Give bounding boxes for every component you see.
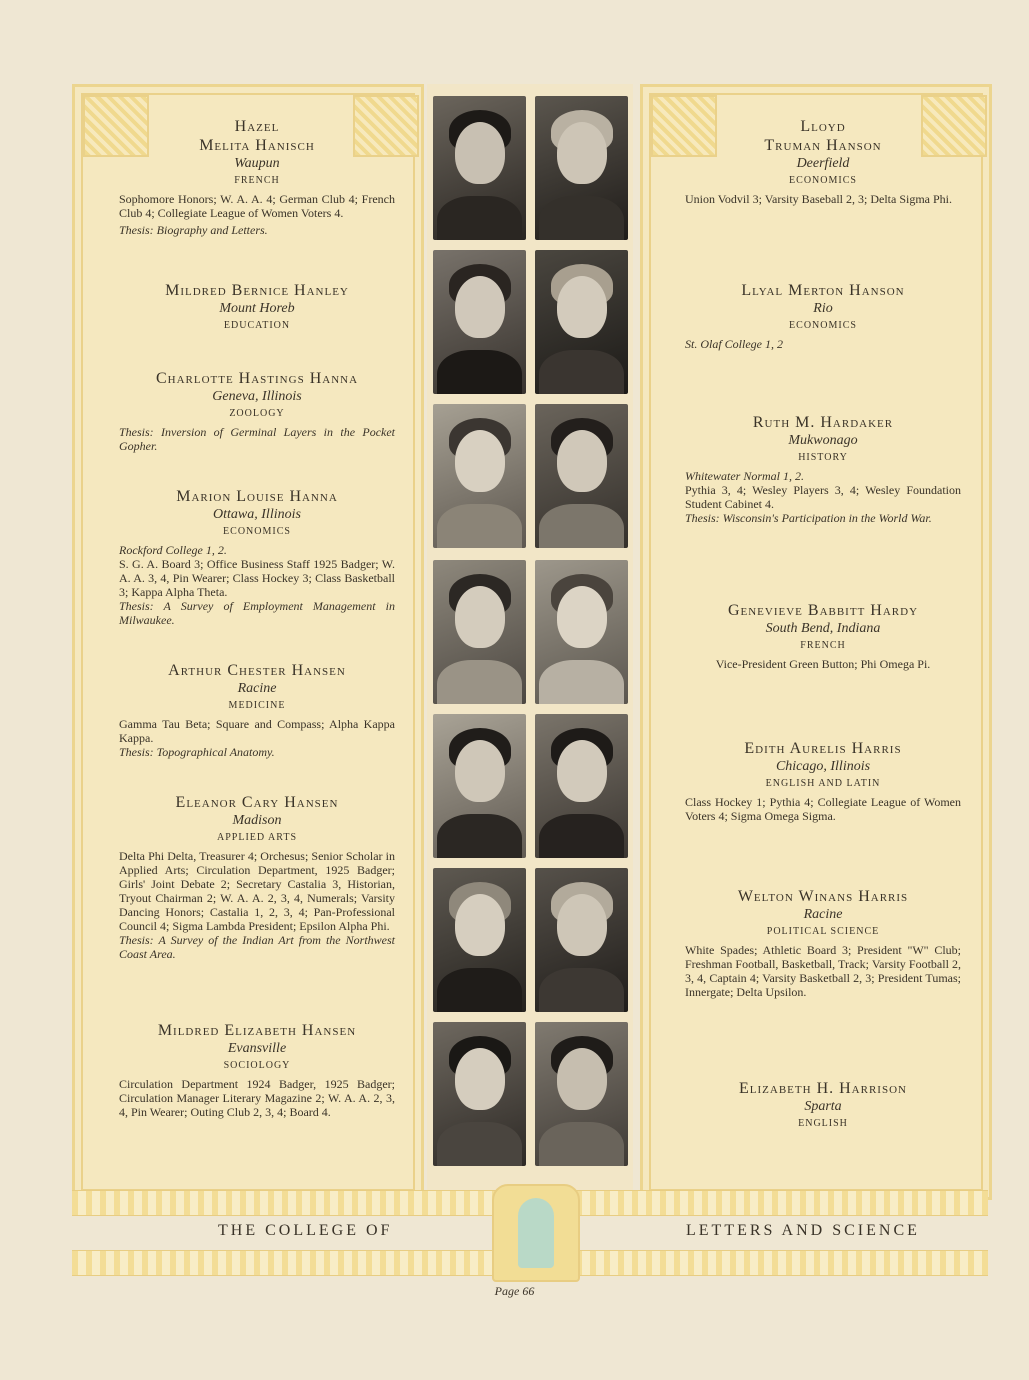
entry-name: Charlotte Hastings Hanna [155, 370, 359, 387]
entry-name: Arthur Chester Hansen [168, 662, 346, 679]
entry-department: POLITICAL SCIENCE [766, 926, 880, 937]
left-biography-panel [72, 84, 424, 1200]
entry-name: Eleanor Cary Hansen [175, 794, 339, 811]
entry-department: HISTORY [798, 452, 848, 463]
entry-thesis: Thesis: Inversion of Germinal Layers in the Pocket Gopher. [119, 425, 395, 453]
entry-name: Lloyd [800, 118, 846, 135]
entry-department: ZOOLOGY [229, 408, 285, 419]
entry-charlotte-hanna [119, 369, 395, 453]
entry-mildred-hanley [119, 281, 395, 334]
entry-name: Marion Louise Hanna [176, 488, 338, 505]
entry-name: Hazel [234, 118, 280, 135]
entry-department: FRENCH [234, 175, 280, 186]
entry-department: ECONOMICS [223, 526, 291, 537]
portrait-photo [433, 560, 526, 704]
entry-town: Rio [813, 301, 833, 316]
entry-name: Mildred Elizabeth Hansen [157, 1022, 357, 1039]
entry-town: Madison [232, 813, 282, 828]
entry-arthur-hansen [119, 661, 395, 759]
entry-activities: S. G. A. Board 3; Office Business Staff 1925 Badger; W. A. A. 3, 4, Pin Wearer; Class Hockey 3; Class Basketball 3; Kappa Alpha Theta. [119, 557, 395, 599]
entry-prior-college: Whitewater Normal 1, 2. [685, 469, 804, 483]
entry-hazel-hanisch [119, 117, 395, 237]
entry-activities: Pythia 3, 4; Wesley Players 3, 4; Wesley Foundation Student Cabinet 4. [685, 483, 961, 511]
portrait-photo [433, 868, 526, 1012]
entry-name: Llyal Merton Hanson [741, 282, 905, 299]
entry-name: Edith Aurelis Harris [744, 740, 902, 757]
entry-thesis: Thesis: Biography and Letters. [119, 223, 268, 237]
portrait-photo [535, 250, 628, 394]
entry-thesis: Thesis: A Survey of the Indian Art from the Northwest Coast Area. [119, 933, 395, 961]
entry-genevieve-hardy [685, 601, 961, 671]
entry-name: Ruth M. Hardaker [752, 414, 894, 431]
entry-activities: Circulation Department 1924 Badger, 1925 Badger; Circulation Manager Literary Magazine 2; W. A. A. 2, 3, 4, Pin Wearer; Outing Club 2, 3, 4; Board 4. [119, 1077, 395, 1119]
entry-department: ENGLISH AND LATIN [765, 778, 881, 789]
entry-mildred-hansen [119, 1021, 395, 1119]
portrait-photo [535, 96, 628, 240]
entry-town: Mount Horeb [219, 301, 295, 316]
portrait-photo [433, 1022, 526, 1166]
entry-thesis: Thesis: Topographical Anatomy. [119, 745, 275, 759]
entry-town: Evansville [227, 1041, 287, 1056]
entry-name: Mildred Bernice Hanley [165, 282, 349, 299]
portrait-photo [535, 868, 628, 1012]
entry-activities: Vice-President Green Button; Phi Omega Pi. [715, 657, 931, 671]
entry-department: EDUCATION [223, 320, 291, 331]
entry-activities: Sophomore Honors; W. A. A. 4; German Club 4; French Club 4; Collegiate League of Women Voters 4. [119, 192, 395, 220]
entry-town: Chicago, Illinois [775, 759, 871, 774]
entry-thesis: Thesis: Wisconsin's Participation in the World War. [685, 511, 932, 525]
entry-prior-college: Rockford College 1, 2. [119, 543, 227, 557]
entry-eleanor-hansen [119, 793, 395, 961]
portrait-photo [433, 96, 526, 240]
entry-activities: Delta Phi Delta, Treasurer 4; Orchesus; Senior Scholar in Applied Arts; Circulation Department, 1925 Badger; Girls' Joint Debate 2; Secretary Castalia 3, Historian, Tryout Chairman 2; W. A. A. 2, 3, 4, Numerals; Varsity Dancing Honors; Castalia 1, 2, 3, 4; Pan-Professional Council 4; Sigma Lambda President; Epsilon Alpha Phi. [119, 849, 395, 933]
entry-activities: Gamma Tau Beta; Square and Compass; Alpha Kappa Kappa. [119, 717, 395, 745]
entry-town: Racine [237, 681, 277, 696]
entry-department: ECONOMICS [789, 175, 857, 186]
portrait-photo [433, 404, 526, 548]
entry-name: Genevieve Babbitt Hardy [727, 602, 919, 619]
entry-town: Racine [803, 907, 843, 922]
entry-activities: White Spades; Athletic Board 3; President "W" Club; Freshman Football, Basketball, Track; Varsity Football 2, 3, 4, Captain 4; Varsity Basketball 2, 3; President Tumas; Innergate; Delta Upsilon. [685, 943, 961, 999]
footer-college-label: THE COLLEGE OF [218, 1222, 393, 1239]
portrait-photo [535, 1022, 628, 1166]
entry-ruth-hardaker [685, 413, 961, 525]
entry-prior-college: St. Olaf College 1, 2 [685, 337, 783, 351]
entry-department: FRENCH [800, 640, 846, 651]
entry-name: Elizabeth H. Harrison [739, 1080, 907, 1097]
portrait-photo [433, 714, 526, 858]
entry-town: Geneva, Illinois [212, 389, 302, 404]
entry-llyal-hanson [685, 281, 961, 351]
entry-town: Deerfield [796, 156, 850, 171]
entry-activities: Class Hockey 1; Pythia 4; Collegiate League of Women Voters 4; Sigma Omega Sigma. [685, 795, 961, 823]
entry-department: SOCIOLOGY [223, 1060, 291, 1071]
entry-town: South Bend, Indiana [765, 621, 881, 636]
footer-banner [72, 1190, 988, 1280]
entry-department: APPLIED ARTS [216, 832, 298, 843]
entry-welton-harris [685, 887, 961, 999]
entry-edith-harris [685, 739, 961, 823]
portrait-photo [535, 714, 628, 858]
entry-town: Ottawa, Illinois [213, 507, 301, 522]
entry-elizabeth-harrison [685, 1079, 961, 1132]
entry-name: Truman Hanson [764, 137, 882, 154]
entry-town: Waupun [234, 156, 280, 171]
portrait-photo [535, 404, 628, 548]
entry-department: MEDICINE [228, 700, 286, 711]
entry-town: Mukwonago [788, 433, 858, 448]
emblem-figure-icon [492, 1184, 580, 1282]
entry-name: Melita Hanisch [199, 137, 315, 154]
page-number: Page 66 [494, 1284, 535, 1298]
entry-town: Sparta [804, 1099, 842, 1114]
portrait-photo [433, 250, 526, 394]
entry-name: Welton Winans Harris [737, 888, 909, 905]
page-frame [72, 84, 988, 1198]
entry-department: ENGLISH [798, 1118, 848, 1129]
portrait-column [427, 84, 633, 1194]
entry-lloyd-hanson [685, 117, 961, 206]
entry-thesis: Thesis: A Survey of Employment Management in Milwaukee. [119, 599, 395, 627]
right-biography-panel [640, 84, 992, 1200]
entry-department: ECONOMICS [789, 320, 857, 331]
portrait-photo [535, 560, 628, 704]
entry-marion-hanna [119, 487, 395, 627]
footer-school-label: LETTERS AND SCIENCE [686, 1222, 920, 1239]
entry-activities: Union Vodvil 3; Varsity Baseball 2, 3; Delta Sigma Phi. [685, 192, 952, 206]
